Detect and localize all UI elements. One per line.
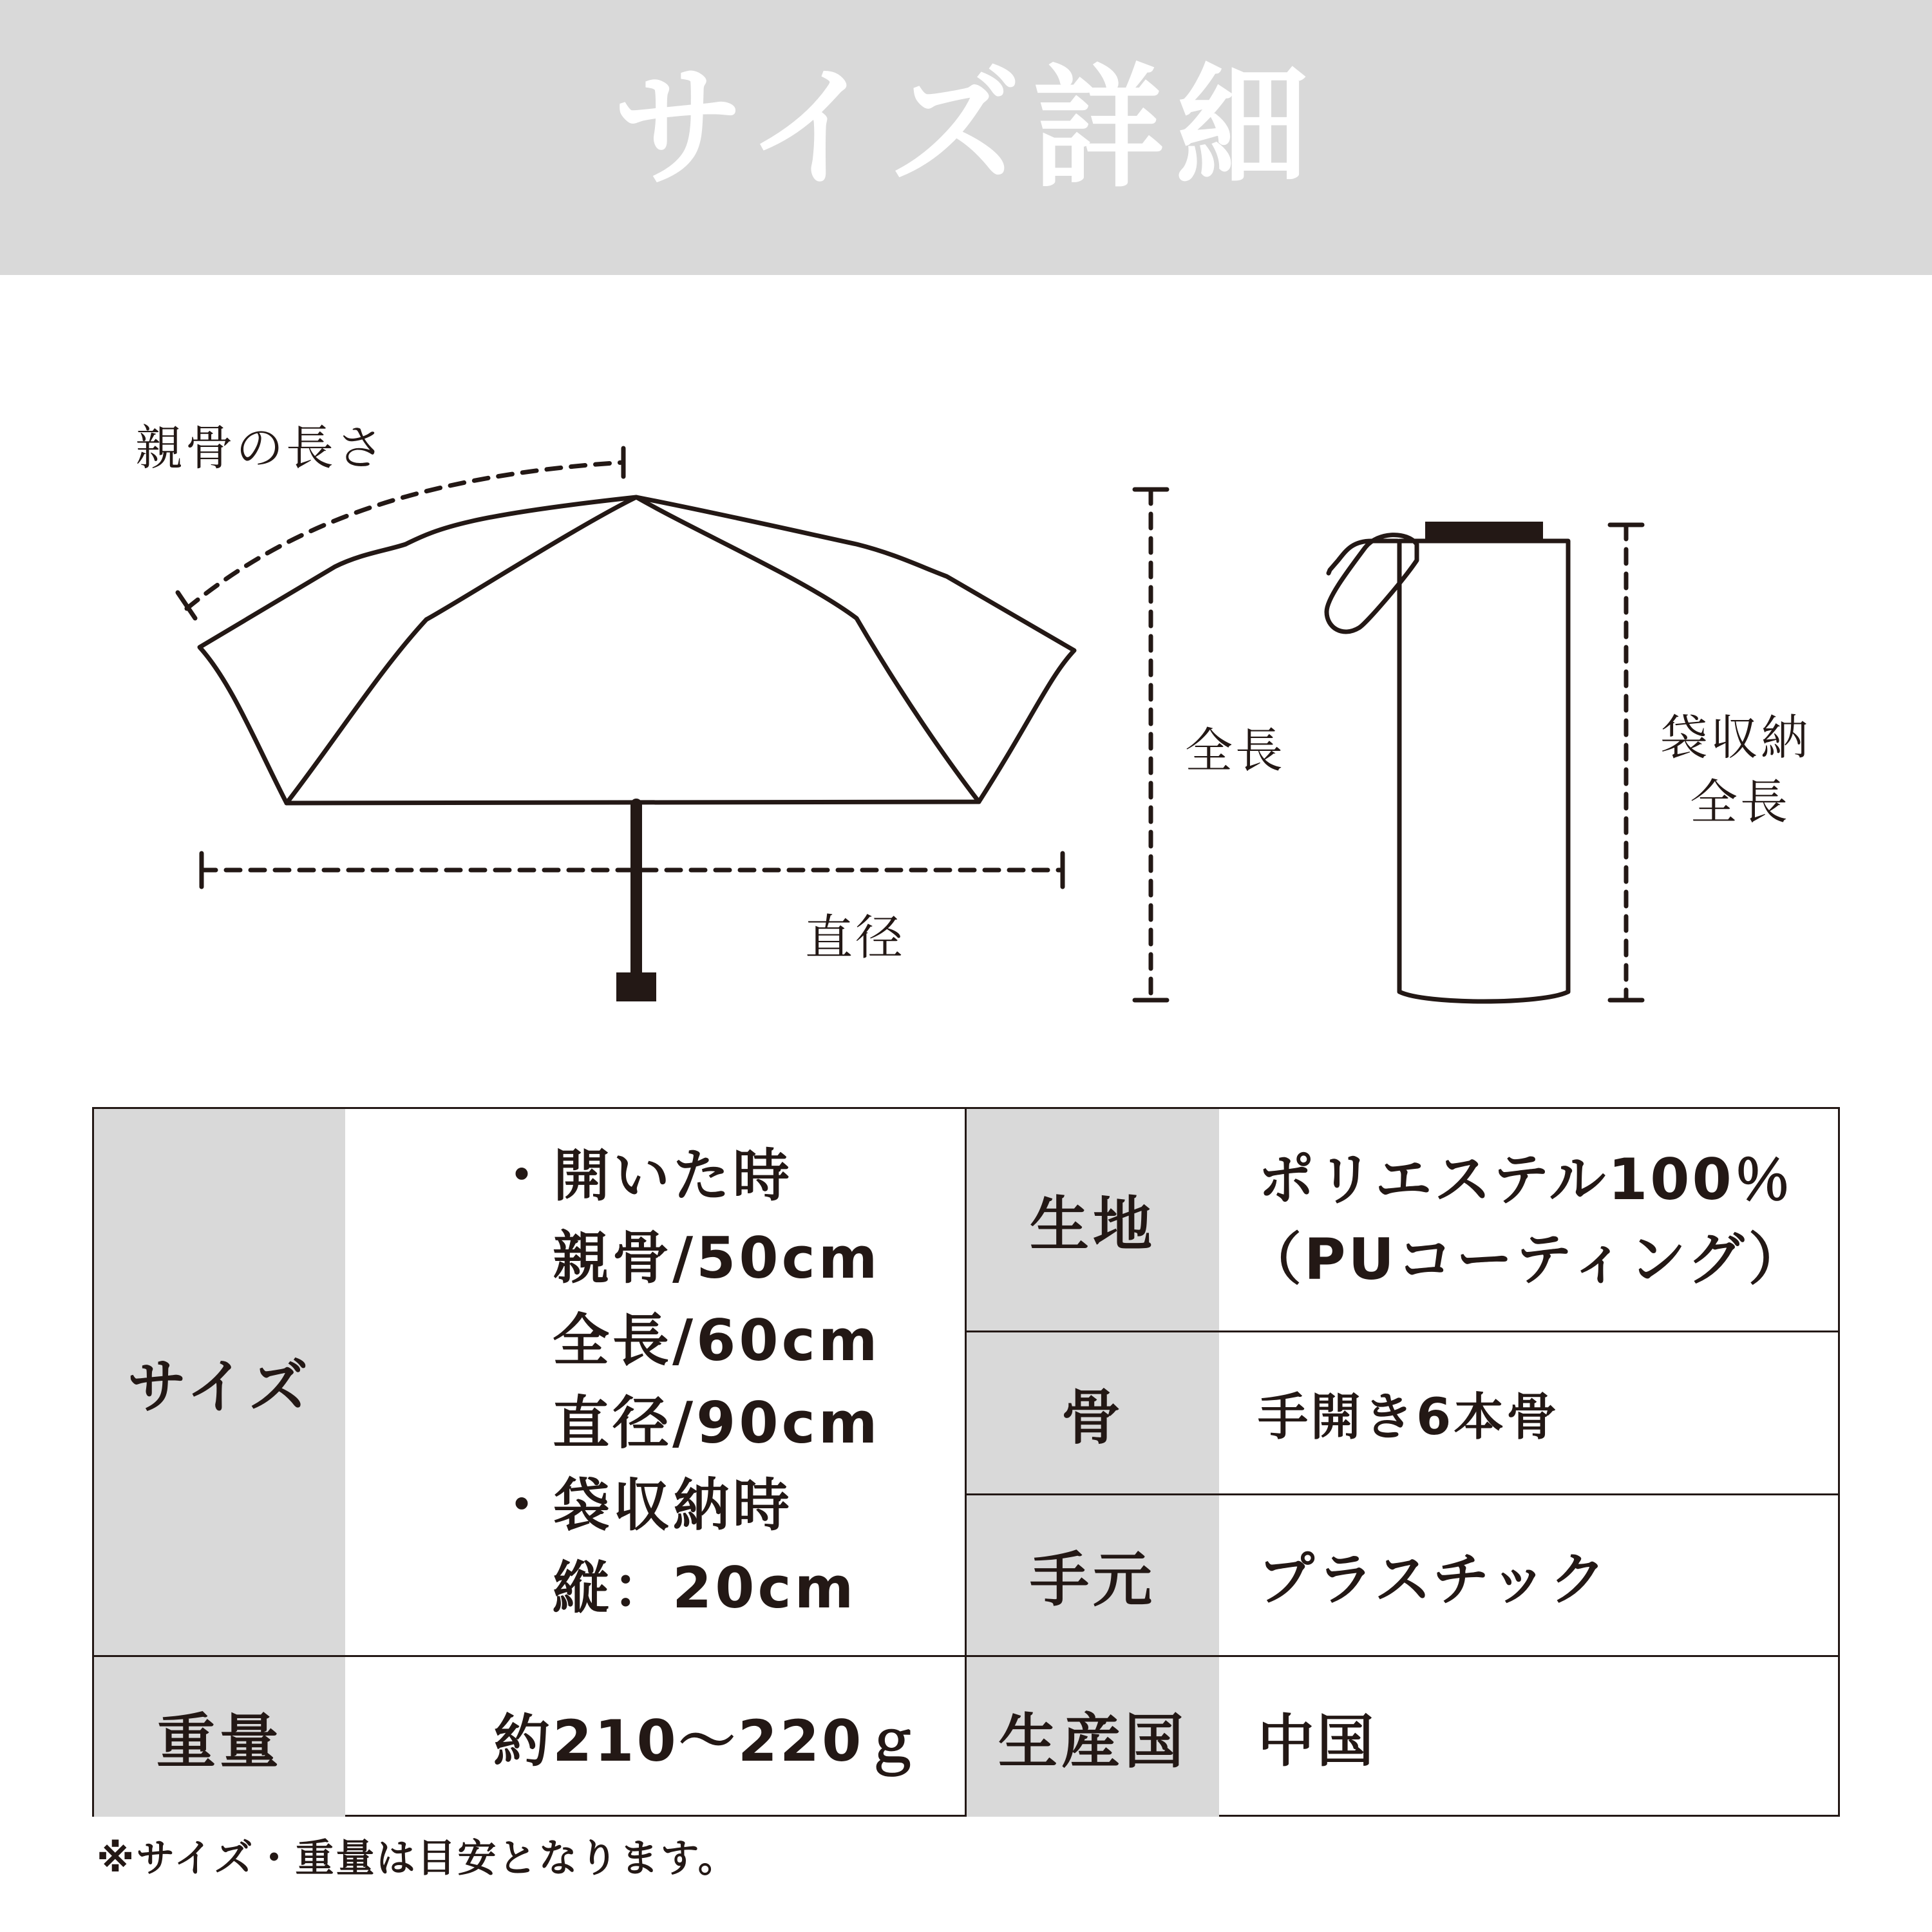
rib-length-label: 親骨の長さ [135, 421, 386, 476]
table-divider-weight [94, 1655, 1840, 1657]
folded-umbrella-body [1399, 541, 1568, 1001]
stored-length-label-line1: 袋収納 [1660, 710, 1811, 766]
handle-value: プラスチック [1258, 1546, 1609, 1613]
footnote: ※サイズ・重量は目安となります。 [97, 1836, 739, 1881]
origin-value: 中国 [1258, 1708, 1377, 1774]
fabric-label: 生地 [1029, 1190, 1156, 1259]
weight-value-cell [345, 1657, 965, 1817]
origin-label-cell [967, 1657, 1219, 1817]
weight-label: 重量 [156, 1707, 283, 1776]
size-diameter-value: 直径/90cm [553, 1390, 881, 1456]
table-divider-fabric [965, 1331, 1840, 1332]
umbrella-canopy [200, 497, 1074, 803]
size-open-heading: ・開いた時 [493, 1142, 793, 1209]
fabric-value-line2: （PUコーティング） [1245, 1226, 1808, 1293]
ribs-label-cell [967, 1332, 1219, 1493]
spec-table [92, 1107, 1840, 1817]
ribs-value: 手開き6本骨 [1258, 1388, 1560, 1446]
weight-value: 約210～220ｇ [493, 1708, 923, 1774]
size-stored-heading: ・袋収納時 [493, 1472, 793, 1539]
size-label-cell [94, 1109, 345, 1655]
size-values [493, 1135, 880, 1629]
handle-label-cell [967, 1495, 1219, 1655]
table-divider-vertical [965, 1109, 967, 1817]
diameter-label: 直径 [805, 910, 905, 965]
fabric-value-cell [1219, 1109, 1840, 1331]
size-rib-value: 親骨/50cm [553, 1225, 881, 1291]
umbrella-handle [616, 972, 656, 1001]
umbrella-inner-panel [287, 497, 979, 803]
handle-value-cell [1219, 1495, 1840, 1655]
origin-label: 生産国 [998, 1707, 1188, 1776]
weight-label-cell [94, 1657, 345, 1817]
total-length-label: 全長 [1185, 723, 1285, 779]
fabric-value-line1: ポリエステル100％ [1258, 1146, 1794, 1213]
folded-umbrella-strap [1327, 535, 1417, 632]
stored-length-label-line2: 全長 [1690, 775, 1790, 830]
size-label: サイズ [127, 1352, 312, 1421]
size-total-length-value: 全長/60cm [553, 1307, 881, 1374]
umbrella-diagram [0, 275, 1932, 1099]
handle-label: 手元 [1029, 1546, 1156, 1615]
page-title: サイズ詳細 [612, 52, 1320, 205]
fabric-label-cell [967, 1109, 1219, 1331]
ribs-label: 骨 [1061, 1383, 1124, 1452]
umbrella-illustration [0, 275, 1932, 1099]
table-divider-ribs [965, 1493, 1840, 1495]
size-value-cell [345, 1109, 965, 1655]
folded-umbrella-cap [1425, 522, 1543, 541]
header-banner [0, 0, 1932, 275]
origin-value-cell [1219, 1657, 1840, 1817]
rib-length-dimension [187, 462, 623, 609]
size-stored-length-value: 縦：20cm [553, 1555, 857, 1621]
ribs-value-cell [1219, 1332, 1840, 1493]
